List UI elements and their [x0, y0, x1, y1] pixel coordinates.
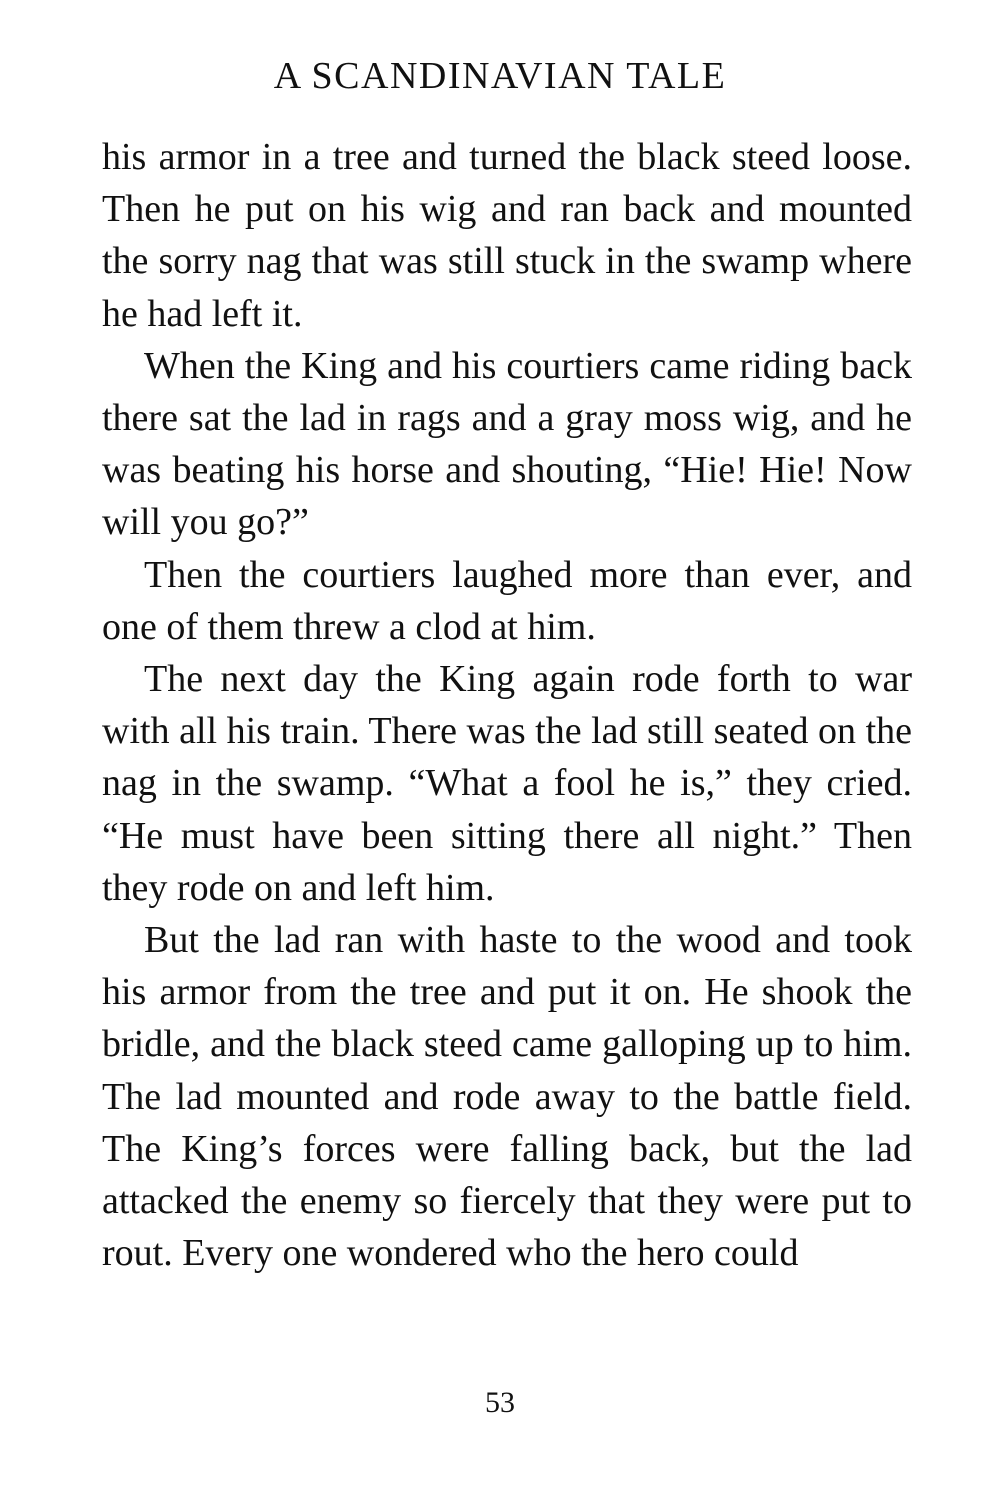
paragraph-4: The next day the King again rode forth to war with all his train. There was the lad still seated on the nag in the swamp. “What a fool he is,” they cried. “He must have been sitting there all night.” Then they rode on and left him.	[102, 658, 912, 909]
body-text	[102, 131, 912, 1279]
page-number: 53	[485, 1386, 515, 1419]
paragraph-3: Then the courtiers laughed more than ever, and one of them threw a clod at him.	[102, 553, 912, 648]
paragraph-1: his armor in a tree and turned the black steed loose. Then he put on his wig and ran back and mounted the sorry nag that was still stuck in the swamp where he had left it.	[102, 136, 912, 335]
paragraph-5: But the lad ran with haste to the wood and took his armor from the tree and put it on. He shook the bridle, and the black steed came galloping up to him. The lad mounted and rode away to the battle field. The King’s forces were falling back, but the lad attacked the enemy so fiercely that they were put to rout. Every one wondered who the hero could	[102, 919, 912, 1275]
running-head: A SCANDINAVIAN TALE	[273, 55, 727, 97]
paragraph-2: When the King and his courtiers came riding back there sat the lad in rags and a gray moss wig, and he was beating his horse and shouting, “Hie! Hie! Now will you go?”	[102, 344, 912, 544]
